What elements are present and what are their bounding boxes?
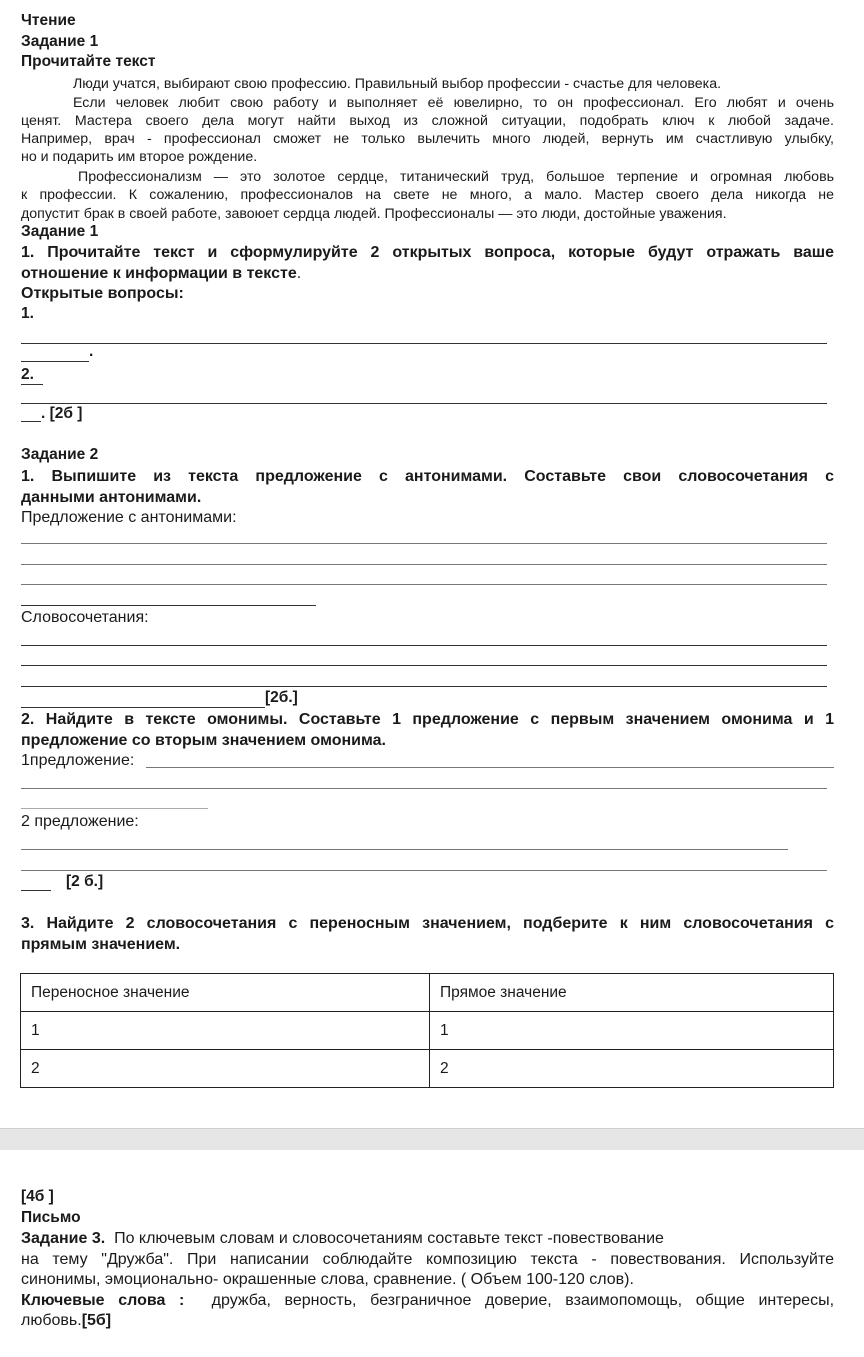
- answer-1-line-end[interactable]: [21, 361, 89, 362]
- task1-sub-heading: Задание 1: [21, 223, 99, 240]
- table-header-row: [21, 974, 834, 1012]
- text-paragraph-1: Люди учатся, выбирают свою профессию. Правильный выбор профессии - счастье для человека.: [73, 76, 722, 92]
- task2-q1-part-a: 1. Выпишите из текста: [21, 468, 256, 485]
- answer-1-line[interactable]: [21, 343, 827, 344]
- task2-heading: Задание 2: [21, 446, 99, 463]
- sentence-1-line-2[interactable]: [21, 788, 827, 789]
- table-row: [21, 1012, 834, 1050]
- text-paragraph-3-line-3: допустит брак в своей работе, завоюет сердца людей. Профессионалы — это люди, достойные уважения.: [21, 206, 727, 222]
- keywords-line-1: [21, 1290, 834, 1311]
- text-paragraph-2-line-1: Если человек любит свою работу и выполняет её ювелирно, то он профессионал. Его любят и очень: [73, 95, 834, 111]
- text-paragraph-2-line-3: Например, врач - профессионал сможет не только вылечить много людей, вернуть им счастливую улыбку,: [21, 131, 834, 147]
- answer-2-line[interactable]: [21, 403, 827, 404]
- answer-1-number: 1.: [21, 305, 34, 322]
- task1-heading: Задание 1: [21, 33, 99, 50]
- task2-question-3-line-2: прямым значением.: [21, 936, 181, 953]
- phrases-line-2[interactable]: [21, 665, 827, 666]
- table-cell[interactable]: 1: [21, 1012, 430, 1050]
- task3-label: Задание 3.: [21, 1230, 106, 1247]
- task1-question-line-2-text: отношение к информации в тексте: [21, 265, 297, 282]
- score-5b: [5б]: [81, 1312, 112, 1329]
- page-separator: [0, 1128, 864, 1152]
- phrases-line-1[interactable]: [21, 645, 827, 646]
- phrases-line-4[interactable]: [21, 707, 265, 708]
- table-header-literal: Прямое значение: [430, 974, 834, 1012]
- sentence-1-line-3[interactable]: [21, 808, 208, 809]
- sentence-2-line-1[interactable]: [21, 849, 788, 850]
- answer-2-score: . [2б ]: [41, 405, 83, 422]
- meaning-table: [20, 973, 834, 1088]
- task2-question-1-line-1: [21, 466, 834, 487]
- sentence-2-line-3[interactable]: [21, 890, 51, 891]
- worksheet-page-2: [0, 1150, 864, 1357]
- score-4b: [4б ]: [21, 1188, 54, 1205]
- table-row: [21, 1050, 834, 1088]
- read-text-heading: Прочитайте текст: [21, 53, 156, 70]
- task2-q1-part-b: предложение с антонимами.: [255, 468, 508, 485]
- task1-question-line-1: 1. Прочитайте текст и сформулируйте 2 открытых вопроса, которые будут отражать ваше: [21, 244, 834, 261]
- keywords-text-1: дружба, верность, безграничное доверие, взаимопомощь, общие интересы,: [211, 1292, 835, 1309]
- task1-question-line-2: [21, 263, 301, 284]
- sentence-2-line-2[interactable]: [21, 870, 827, 871]
- task2-question-2-line-1: [21, 709, 834, 730]
- keywords-text-2: любовь.: [21, 1312, 82, 1329]
- answer-2-underline-short: [21, 384, 43, 385]
- score-2b-task2-2: [2 б.]: [66, 873, 104, 890]
- keywords-label: Ключевые слова :: [21, 1292, 185, 1309]
- task2-q2-part-b: омонимы. Составьте 1 предложение с первым значением омонима и 1: [207, 711, 834, 728]
- keywords-line-2: [21, 1310, 111, 1331]
- task2-question-2-line-2: предложение со вторым значением омонима.: [21, 732, 386, 749]
- score-2b-task2-1: [2б.]: [265, 689, 298, 706]
- text-paragraph-3-line-1: Профессионализм — это золотое сердце, титанический труд, большое терпение и огромная любовь: [78, 169, 834, 185]
- sentence-1-label: 1предложение:: [21, 752, 135, 769]
- table-cell[interactable]: 2: [21, 1050, 430, 1088]
- task2-question-1-line-2: данными антонимами.: [21, 489, 202, 506]
- sentence-1-line-1[interactable]: [146, 767, 834, 768]
- task2-q1-part-c: Составьте свои словосочетания с: [524, 468, 835, 485]
- task3-line-1-text: По ключевым словам и словосочетаниям составьте текст -повествование: [114, 1230, 664, 1247]
- sentence-2-label: 2 предложение:: [21, 813, 139, 830]
- task2-q2-part-a: 2. Найдите в тексте: [21, 711, 208, 728]
- text-paragraph-2-line-4: но и подарить им второе рождение.: [21, 149, 258, 165]
- open-questions-label: Открытые вопросы:: [21, 285, 184, 302]
- task3-line-2: на тему "Дружба". При написании соблюдайте композицию текста - повествования. Используйте: [21, 1251, 834, 1268]
- antonym-sentence-line-3[interactable]: [21, 584, 827, 585]
- task1-question-dot: .: [296, 265, 302, 282]
- antonym-sentence-line-4[interactable]: [21, 605, 316, 606]
- phrases-label: Словосочетания:: [21, 609, 149, 626]
- writing-heading: Письмо: [21, 1209, 81, 1226]
- table-cell[interactable]: 2: [430, 1050, 834, 1088]
- text-paragraph-2-line-2: ценят. Мастера своего дела могут найти выход из сложной ситуации, подобрать ключ к любой задаче.: [21, 113, 834, 129]
- answer-2-line-end[interactable]: [21, 421, 41, 422]
- table-header-figurative: Переносное значение: [21, 974, 430, 1012]
- answer-1-period: .: [89, 343, 94, 360]
- task3-line-3: синонимы, эмоционально- окрашенные слова, сравнение. ( Объем 100-120 слов).: [21, 1271, 634, 1288]
- task3-line-1: [21, 1228, 664, 1249]
- antonym-sentence-line-1[interactable]: [21, 543, 827, 544]
- section-title-reading: Чтение: [21, 12, 76, 29]
- text-paragraph-3-line-2: к профессии. К сожалению, профессионалов на свете не много, а мало. Мастер своего дела никогда не: [21, 187, 834, 203]
- antonym-sentence-line-2[interactable]: [21, 564, 827, 565]
- phrases-line-3[interactable]: [21, 686, 827, 687]
- answer-2-number: 2.: [21, 366, 34, 383]
- antonym-sentence-label: Предложение с антонимами:: [21, 509, 237, 526]
- task2-question-3-line-1: 3. Найдите 2 словосочетания с переносным значением, подберите к ним словосочетания с: [21, 915, 834, 932]
- table-cell[interactable]: 1: [430, 1012, 834, 1050]
